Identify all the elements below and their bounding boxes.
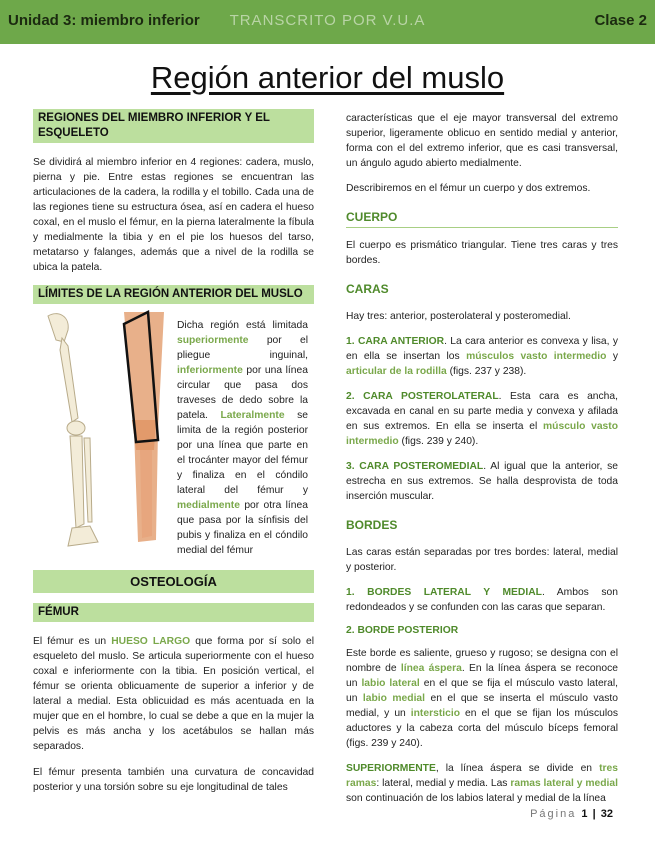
footer-total: 32: [600, 808, 613, 820]
header-unit: Unidad 3: miembro inferior: [8, 12, 200, 29]
paragraph-bordes-lateral-medial: [346, 585, 618, 615]
cara-posteromedial-text: . Al igual que la anterior, se estrecha en sus extremos. Se halla desprovista de toda inserción muscular.: [346, 461, 618, 502]
heading-limites: LÍMITES DE LA REGIÓN ANTERIOR DEL MUSLO: [33, 285, 314, 304]
keyword-inferiormente: inferiormente: [177, 365, 243, 376]
bordes-lateral-medial-text: . Ambos son redondeados y se confunden con las caras que separan.: [346, 587, 618, 613]
borde-posterior-text-b: . En la línea áspera se reconoce un: [346, 663, 618, 689]
superiormente-text-b: : lateral, medial y media. Las: [376, 778, 508, 789]
keyword-labio-medial: labio medial: [362, 693, 426, 704]
heading-osteologia: OSTEOLOGÍA: [33, 570, 314, 593]
cara-posterolateral-figs: (figs. 239 y 240).: [401, 436, 479, 447]
keyword-superiormente: superiormente: [177, 335, 249, 346]
thigh-region-photo: [118, 310, 170, 548]
paragraph-cara-posterolateral: [346, 389, 618, 449]
heading-femur: FÉMUR: [33, 603, 314, 622]
left-column: [33, 109, 314, 275]
heading-cuerpo: CUERPO: [346, 210, 618, 228]
femur-text-a: El fémur es un: [33, 636, 107, 647]
footer-label: Página: [530, 808, 577, 820]
borde-posterior-text-a: Este borde es saliente, grueso y rugoso; se designa con el nombre de: [346, 648, 618, 674]
paragraph-cuerpo: El cuerpo es prismático triangular. Tiene tres caras y tres bordes.: [346, 240, 618, 266]
header-class: Clase 2: [594, 12, 647, 29]
femur-skeleton-illustration: [38, 310, 116, 550]
borde-posterior-text-d: en el que se inserta el músculo vasto medial, y un: [346, 693, 618, 719]
keyword-superiormente-right: SUPERIORMENTE: [346, 763, 436, 774]
keyword-musculo-vasto-intermedio: músculo vasto intermedio: [346, 421, 618, 447]
superiormente-text-c: son continuación de los labios lateral y medial de la línea: [346, 793, 606, 804]
borde-posterior-text-c: en el que se fija el músculo vasto lateral, un: [346, 678, 618, 704]
keyword-linea-aspera: línea áspera: [400, 663, 462, 674]
keyword-cara-posterolateral: 2. CARA POSTEROLATERAL: [346, 391, 499, 402]
limites-section: [33, 285, 314, 304]
limites-text: [177, 318, 308, 558]
cara-anterior-and: y: [612, 351, 618, 362]
keyword-lateralmente: Lateralmente: [220, 410, 285, 421]
keyword-cara-posteromedial: 3. CARA POSTEROMEDIAL: [346, 461, 484, 472]
paragraph-cara-posteromedial: [346, 459, 618, 504]
heading-borde-posterior: 2. BORDE POSTERIOR: [346, 625, 459, 636]
keyword-labio-lateral: labio lateral: [361, 678, 420, 689]
keyword-cara-anterior: 1. CARA ANTERIOR: [346, 336, 445, 347]
cara-anterior-text-a: . La cara anterior es convexa y lisa, y en ella se insertan los: [346, 336, 619, 362]
paragraph-caras: Hay tres: anterior, posterolateral y posteromedial.: [346, 311, 571, 322]
paragraph-bordes: Las caras están separadas por tres bordes: lateral, medial y posterior.: [346, 547, 618, 573]
paragraph-regiones: Se dividirá al miembro inferior en 4 regiones: cadera, muslo, pierna y pie. Entre estas regiones se encuentran las articulaciones de la cadera, la rodilla y el tobillo. Cada una de las regiones tiene su estructura ósea, así en cadera el hueso coxal, en el muslo el fémur, en la pierna lateralmente la fíbula y medialmente la tibia y en el pie los huesos del tarso, metatarso y falanges, además que a nivel de la rodilla se ubica la patela.: [33, 157, 314, 273]
osteologia-section: [33, 570, 314, 795]
paragraph-caracteristicas: características que el eje mayor transversal del extremo superior, ligeramente oblicuo en sentido medial y anterior, forma con el del extremo inferior, que es casi transversal, un ángulo agudo abierto medialmente.: [346, 113, 618, 169]
header-bar: [0, 0, 655, 44]
paragraph-describiremos: Describiremos en el fémur un cuerpo y dos extremos.: [346, 183, 591, 194]
paragraph-cara-anterior: [346, 334, 618, 379]
heading-bordes: BORDES: [346, 518, 398, 532]
limites-text-2: por el pliegue inguinal,: [177, 335, 308, 361]
keyword-ramas-lateral-medial: ramas lateral y medial: [510, 778, 618, 789]
femur-text-b: que forma por sí solo el esqueleto del muslo. Se articula superiormente con el hueso coxal e inferiormente con la tibia. En posición vertical, el fémur se orienta oblicuamente de superior a inferior y de lateral a medial. Esta oblicuidad es más acentuada en la mujer que en el hombre, lo cual se debe a que en la mujer la pelvis es más ancha y los acetábulos se hallan más separados.: [33, 636, 314, 752]
footer-page: 1: [581, 808, 588, 820]
heading-caras: CARAS: [346, 282, 389, 296]
paragraph-superiormente: [346, 761, 618, 806]
right-column: [346, 111, 618, 806]
page-footer: [530, 808, 613, 820]
cara-posterolateral-text: . Esta cara es ancha, excavada en canal en su parte media y convexa y afilada en sus extremos. En ella se inserta el: [346, 391, 618, 432]
paragraph-femur-2: El fémur presenta también una curvatura de concavidad posterior y una torsión sobre su eje longitudinal de tales: [33, 767, 314, 793]
paragraph-borde-posterior: [346, 646, 618, 751]
keyword-tres-ramas: tres ramas: [346, 763, 618, 789]
superiormente-text-a: , la línea áspera se divide en: [435, 763, 593, 774]
borde-posterior-text-e: en el que se fijan los músculos aductores y la cabeza corta del músculo bíceps femoral (figs. 239 y 240).: [346, 708, 618, 749]
keyword-medialmente: medialmente: [177, 500, 240, 511]
heading-regiones: REGIONES DEL MIEMBRO INFERIOR Y EL ESQUELETO: [33, 109, 314, 143]
cara-anterior-figs: (figs. 237 y 238).: [449, 366, 527, 377]
limites-text-3: por una línea circular que pasa dos traveses de dedo sobre la patela.: [177, 365, 308, 421]
limites-text-5: por otra línea que pasa por la sínfisis del pubis y finaliza en el cóndilo medial del fémur: [177, 500, 308, 556]
limites-text-4: se limita de la región posterior por una línea que parte en el trocánter mayor del fémur y finaliza en el cóndilo lateral del fémur y: [177, 410, 308, 496]
keyword-bordes-lateral-medial: 1. BORDES LATERAL Y MEDIAL: [346, 587, 542, 598]
keyword-vasto-intermedio: músculos vasto intermedio: [466, 351, 607, 362]
keyword-intersticio: intersticio: [410, 708, 460, 719]
keyword-articular-rodilla: articular de la rodilla: [346, 366, 447, 377]
footer-sep: |: [592, 808, 596, 820]
header-transcriber: TRANSCRITO POR V.U.A: [229, 12, 426, 29]
keyword-hueso-largo: HUESO LARGO: [111, 636, 191, 647]
limites-text-1: Dicha región está limitada: [177, 320, 308, 331]
paragraph-femur-1: [33, 634, 314, 754]
page-title: Región anterior del muslo: [150, 60, 505, 95]
